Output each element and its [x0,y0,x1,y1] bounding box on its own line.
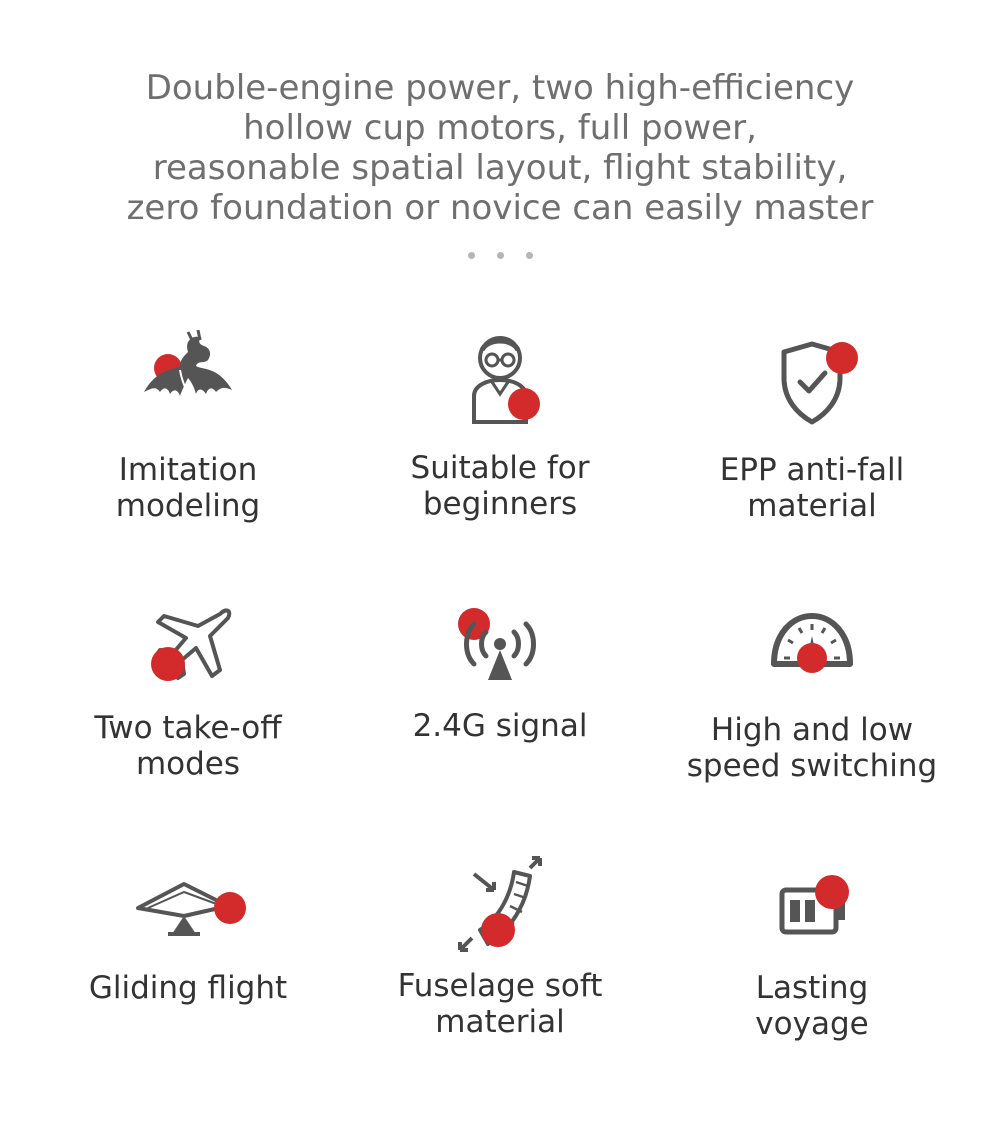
headline-line: hollow cup motors, full power, [243,108,757,148]
beginner-person-icon [440,330,560,430]
separator-dots [0,244,1000,263]
headline-line: zero foundation or novice can easily master [126,188,874,228]
feature-label: EPP anti-fall material [719,452,905,524]
hang-glider-icon [128,856,248,956]
dragon-icon [128,330,248,430]
feature-label: Imitation modeling [115,452,261,524]
feature-label: High and low speed switching [686,712,938,784]
shield-check-icon [752,330,872,430]
dot [526,252,533,259]
feature-label: 2.4G signal [412,708,588,744]
headline-line: reasonable spatial layout, flight stability, [152,148,848,188]
speedometer-icon [752,594,872,694]
dot [497,252,504,259]
headline-line: Double-engine power, two high-efficiency [145,68,855,108]
feature-label: Gliding flight [88,970,288,1006]
headline [60,68,940,228]
dot [468,252,475,259]
feature-label: Lasting voyage [755,970,869,1042]
feature-label: Two take-off modes [94,710,282,782]
flexible-material-icon [440,856,560,956]
airplane-icon [128,594,248,694]
battery-icon [752,856,872,956]
feature-label: Fuselage soft material [397,968,603,1040]
feature-label: Suitable for beginners [410,450,590,522]
signal-antenna-icon [440,594,560,694]
